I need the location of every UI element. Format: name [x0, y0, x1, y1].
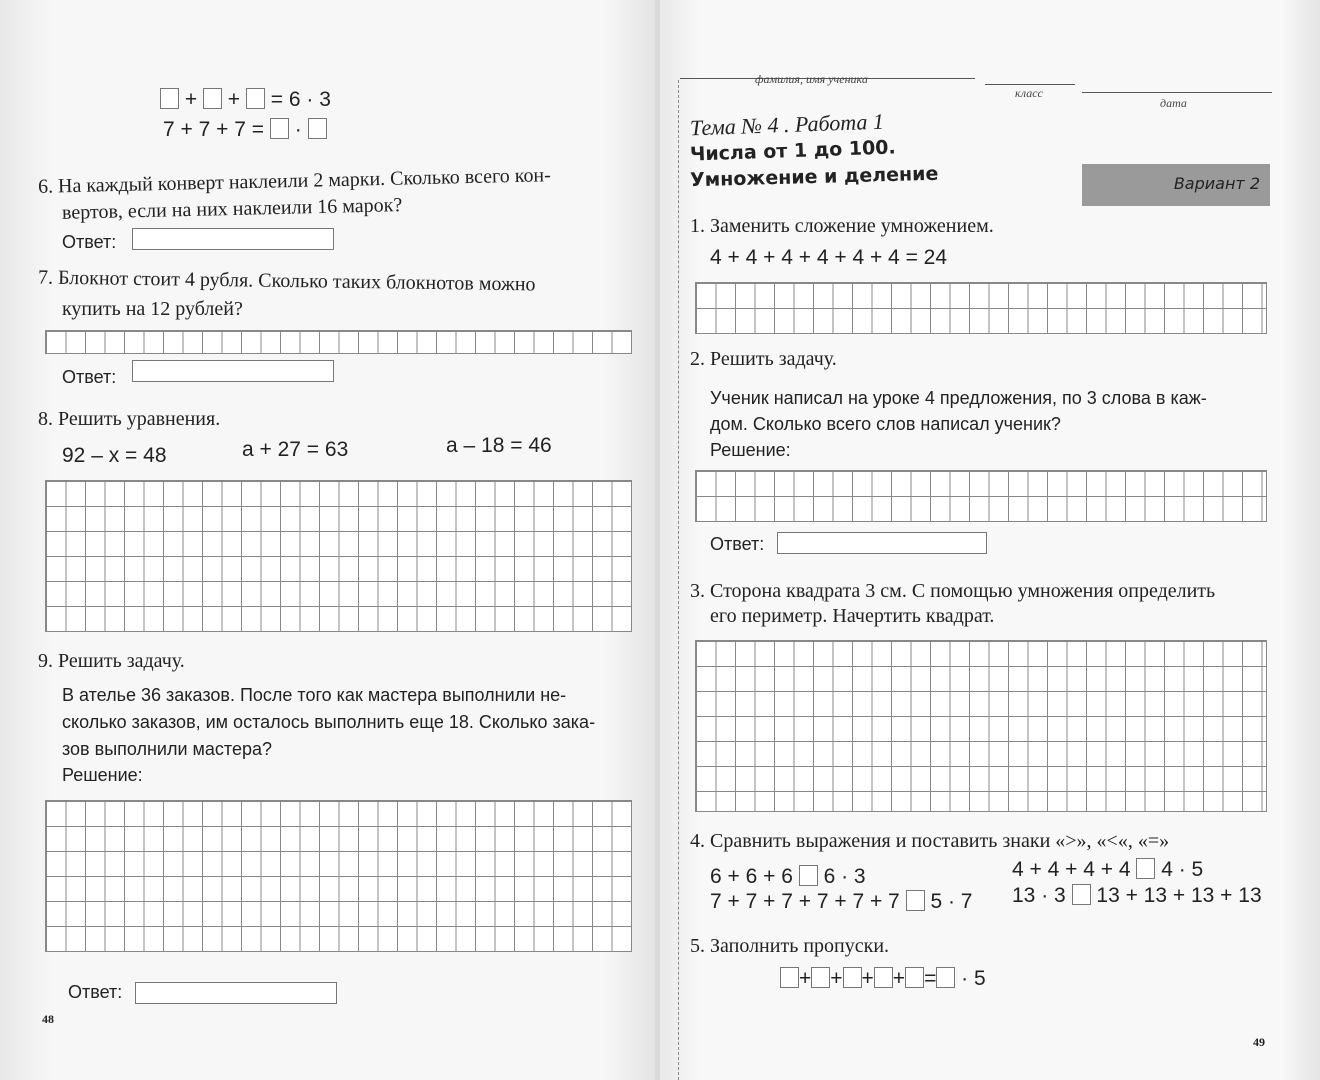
task9-text: сколько заказов, им осталось выполнить еще 18. Сколько зака-: [62, 712, 596, 732]
solution-label: Решение:: [62, 765, 143, 785]
task4-title: 4. Сравнить выражения и поставить знаки «>», «<«, «=»: [690, 830, 1170, 852]
task2-text: дом. Сколько всего слов написал ученик?: [710, 414, 1061, 434]
solution-grid[interactable]: [695, 470, 1267, 522]
op: +: [184, 88, 198, 111]
op: +: [799, 967, 812, 990]
task6-text: 6. На каждый конверт наклеили 2 марки. Сколько всего кон-: [37, 164, 552, 198]
fill-equation: 7 + 7 + 7 = ·: [163, 118, 327, 142]
page-number: 49: [1253, 1035, 1265, 1049]
expr: 4 + 4 + 4 + 4: [1012, 858, 1131, 881]
op: +: [830, 967, 843, 990]
blank-box[interactable]: [270, 118, 289, 139]
answer-label: Ответ:: [710, 534, 765, 554]
op: = 6 · 3: [270, 88, 331, 111]
blank-box[interactable]: [1072, 884, 1091, 905]
blank-box[interactable]: [308, 118, 327, 139]
compare-row: [1012, 884, 1262, 908]
answer-field[interactable]: [132, 228, 334, 250]
fill-equation: [780, 967, 986, 991]
drawing-grid[interactable]: [695, 640, 1267, 812]
blank-box[interactable]: [203, 88, 222, 109]
answer-label: Ответ:: [68, 982, 123, 1002]
expr: 4 · 5: [1161, 858, 1204, 881]
blank-box[interactable]: [905, 967, 924, 988]
date-label: дата: [1160, 96, 1187, 110]
task6-text: вертов, если на них наклеили 16 марок?: [61, 194, 403, 224]
page-title: Числа от 1 до 100.: [689, 136, 897, 166]
op: +: [892, 967, 906, 990]
op: =: [924, 967, 937, 990]
op: +: [861, 967, 874, 990]
task7-text: купить на 12 рублей?: [62, 298, 243, 320]
task9-text: В ателье 36 заказов. После того как мастера выполнили не-: [62, 685, 567, 705]
blank-box[interactable]: [874, 967, 893, 988]
op: · 5: [961, 967, 986, 990]
answer-grid[interactable]: [45, 330, 632, 354]
blank-box[interactable]: [811, 967, 830, 988]
compare-row: [710, 890, 972, 914]
variant-badge: [1082, 164, 1270, 206]
task2-title: 2. Решить задачу.: [690, 348, 837, 370]
task7-text: 7. Блокнот стоит 4 рубля. Сколько таких блокнотов можно: [37, 266, 536, 296]
blank-box[interactable]: [906, 890, 925, 911]
answer-label: Ответ:: [62, 367, 117, 387]
task3-text: 3. Сторона квадрата 3 см. С помощью умножения определить: [690, 580, 1216, 602]
date-line[interactable]: [1082, 92, 1272, 93]
blank-box[interactable]: [160, 88, 179, 109]
solution-grid[interactable]: [45, 480, 632, 632]
compare-row: [710, 865, 866, 889]
task3-text: его периметр. Начертить квадрат.: [710, 605, 995, 627]
expr: 13 · 3: [1012, 884, 1066, 907]
expr: 6 + 6 + 6: [710, 865, 793, 888]
right-page: [660, 0, 1320, 1080]
task5-title: 5. Заполнить пропуски.: [690, 935, 890, 957]
cut-line: [678, 80, 679, 1080]
page-subtitle: Умножение и деление: [689, 162, 939, 192]
blank-box[interactable]: [799, 865, 818, 886]
blank-box[interactable]: [1136, 858, 1155, 879]
expr: 6 · 3: [823, 865, 866, 888]
answer-label: Ответ:: [62, 232, 117, 252]
equation: 92 – x = 48: [62, 444, 167, 467]
blank-box[interactable]: [843, 967, 862, 988]
expr: 13 + 13 + 13 + 13: [1096, 884, 1262, 907]
task1-title: 1. Заменить сложение умножением.: [690, 215, 994, 237]
op: +: [227, 88, 241, 111]
expr: 5 · 7: [930, 890, 973, 913]
answer-field[interactable]: [135, 982, 337, 1004]
task9-text: зов выполнили мастера?: [62, 739, 273, 759]
class-line[interactable]: [985, 84, 1075, 85]
answer-field[interactable]: [777, 532, 987, 554]
fill-equation: [160, 88, 331, 112]
page-number: 48: [42, 1012, 54, 1026]
blank-box[interactable]: [780, 967, 799, 988]
class-label: класс: [1015, 86, 1043, 100]
equation: a + 27 = 63: [242, 438, 349, 461]
expr: 7 + 7 + 7 =: [163, 118, 265, 141]
task2-text: Ученик написал на уроке 4 предложения, по 3 слова в каж-: [710, 388, 1207, 408]
equation: a – 18 = 46: [446, 434, 552, 457]
expr: 7 + 7 + 7 + 7 + 7 + 7: [710, 890, 900, 913]
solution-label: Решение:: [710, 440, 791, 460]
task9-title: 9. Решить задачу.: [38, 650, 185, 672]
equation: 4 + 4 + 4 + 4 + 4 + 4 = 24: [710, 246, 948, 269]
name-label: фамилия, имя ученика: [755, 72, 868, 86]
compare-row: [1012, 858, 1203, 882]
topic-title: Тема № 4 . Работа 1: [689, 108, 885, 141]
task8-title: 8. Решить уравнения.: [38, 408, 221, 430]
left-page: [0, 0, 655, 1080]
variant-label: Вариант 2: [1173, 174, 1260, 193]
blank-box[interactable]: [936, 967, 955, 988]
answer-field[interactable]: [132, 360, 334, 382]
blank-box[interactable]: [246, 88, 265, 109]
solution-grid[interactable]: [45, 800, 632, 952]
answer-grid[interactable]: [695, 282, 1267, 334]
